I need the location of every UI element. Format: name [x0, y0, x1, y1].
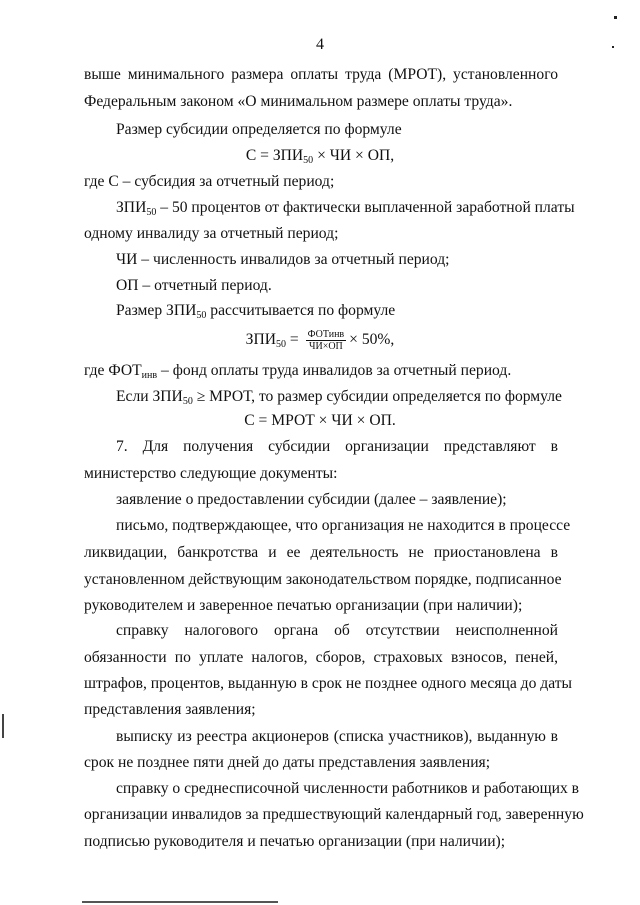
text-line: справку о среднесписочной численности работников и работающих в [116, 780, 579, 797]
term-subscript: 50 [146, 207, 157, 218]
text-line: выписку из реестра акционеров (списка участников), выданную в [116, 728, 558, 745]
text-line: 7. Для получения субсидии организации представляют в [116, 438, 558, 455]
formula-part: С = [245, 147, 273, 164]
text-fragment: 50 процентов от фактически выплаченной заработной платы [171, 199, 575, 216]
text-fragment: – фонд оплаты труда инвалидов за отчетный период. [161, 362, 512, 379]
text-line: одному инвалиду за отчетный период; [84, 225, 339, 242]
page-number: 4 [316, 36, 324, 53]
text-line: ОП – отчетный период. [116, 277, 272, 294]
text-line: справку налогового органа об отсутствии неисполненной [116, 622, 558, 639]
formula-subsidy [0, 146, 640, 166]
text-line: срок не позднее пяти дней до даты представления заявления; [84, 754, 491, 771]
fraction-numerator: ФОТинв [307, 328, 345, 340]
text-line: министерство следующие документы: [84, 465, 338, 482]
formula-part: × ЧИ × ОП, [313, 147, 395, 164]
formula-part: ЗПИ [245, 331, 277, 348]
text-fragment: рассчитывается по формуле [210, 302, 396, 319]
text-line [116, 301, 395, 321]
term: ЗПИ [116, 199, 147, 216]
term-subscript: 50 [182, 396, 193, 407]
formula-subsidy-mrot: С = МРОТ × ЧИ × ОП. [244, 412, 396, 429]
text-line: письмо, подтверждающее, что организация не находится в процессе [116, 517, 571, 534]
formula-subscript: 50 [303, 155, 314, 166]
text-line: ликвидации, банкротства и ее деятельность не приостановлена в [84, 544, 558, 561]
text-line: штрафов, процентов, выданную в срок не позднее одного месяца до даты [84, 675, 573, 692]
term: ЗПИ [166, 302, 197, 319]
text-line [116, 387, 562, 407]
text-line [116, 198, 575, 218]
text-fragment: Если [116, 388, 153, 405]
text-line: Федеральным законом «О минимальном размере оплаты труда». [84, 93, 513, 110]
text-line [84, 361, 511, 381]
formula-subscript: 50 [276, 339, 287, 350]
text-line: заявление о предоставлении субсидии (далее – заявление); [116, 491, 507, 508]
text-fragment: ≥ МРОТ [192, 388, 252, 405]
scan-speck [614, 16, 617, 19]
text-fragment: Размер [116, 302, 167, 319]
formula-fraction [306, 329, 347, 352]
term: ЗПИ [152, 388, 183, 405]
text-line: представления заявления; [84, 701, 256, 718]
text-line: установленном действующим законодательством порядке, подписанное [84, 571, 562, 588]
scan-edge-mark [2, 714, 4, 738]
bottom-scan-line [82, 901, 278, 903]
text-fragment: , то размер субсидии определяется по формуле [251, 388, 562, 405]
formula-zpi50 [0, 328, 640, 352]
text-line: руководителем и заверенное печатью организации (при наличии); [84, 597, 523, 614]
formula-part: × 50%, [349, 331, 395, 348]
text-line: Размер субсидии определяется по формуле [116, 121, 402, 138]
fraction-denominator: ЧИ×ОП [308, 340, 343, 352]
text-line: обязанности по уплате налогов, сборов, страховых взносов, пеней, [84, 649, 558, 666]
dash: – [156, 199, 172, 216]
term-subscript: 50 [196, 310, 207, 321]
text-line: где С – субсидия за отчетный период; [84, 173, 335, 190]
text-line: выше минимального размера оплаты труда (МРОТ), установленного [84, 66, 558, 83]
term-subscript: инв [141, 370, 158, 381]
text-line: организации инвалидов за предшествующий календарный год, заверенную [84, 806, 584, 823]
formula-part: ЗПИ [272, 147, 304, 164]
scan-speck [612, 46, 614, 48]
text-line: ЧИ – численность инвалидов за отчетный период; [116, 251, 450, 268]
text-line: подписью руководителя и печатью организации (при наличии); [84, 833, 506, 850]
formula-part: = [286, 331, 303, 348]
text-fragment: где ФОТ [84, 362, 142, 379]
